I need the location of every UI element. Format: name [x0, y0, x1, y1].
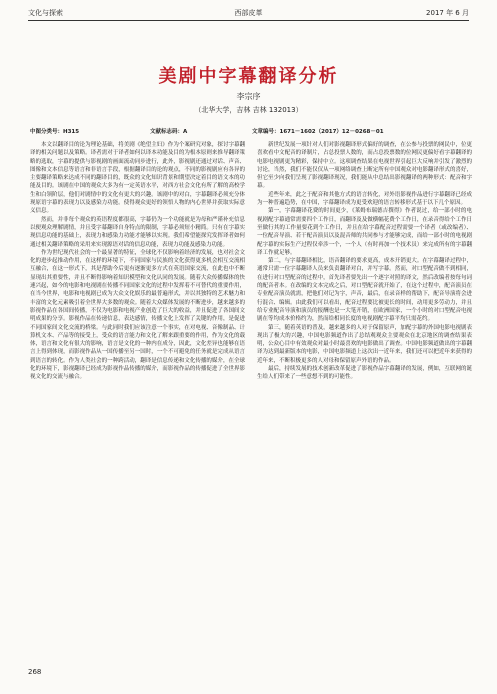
paragraph: 第二，与字幕翻译相比，语音翻译的要求更高，成本开销更大。在字幕翻译过程中，通常只需一位字幕翻译人员来负责翻译对白，并写字幕。然而，对口型配音做不到相同，在进行对口型配音的过程中，首先译者要先出一个逐字对照的译文，然后改编者按每句词的配音者本。在改编的文本完成之后，对口型配音就开始了，在这个过程中，配音演员在专业配音演员就需，把他们对记为字，声音，最后，在录音样的帮助下，配音导演将会进行混合、编辑。由此我们可以看出，配音过程要比被更长的时间，动用更多劳动力，并且给专业配音导演和演员的报酬也是一大笔开销，在欧洲国家，一个小时的对口型配音电视剧在等均成本价格约为，然而给相同长度的电视剧配字幕平均只需花约。	[257, 258, 472, 323]
journal-name: 西部皮革	[234, 9, 263, 17]
paragraph: 然而，并非每个观众的英语程度都很高，字幕仍为一个功能就是为母和严谨补充信息以便观众理解剧情，并且受字幕翻译自身特点的限制，字幕必须短小精简。只有在字幕实现信息功能的基础上，表现力和感染力功能才能够以实现。我们希望能探究发挥译者如何通过相关翻译策略的采用来实现源语对话的信息功能，表现力功能及感染力功能。	[30, 216, 245, 248]
paragraph: 新世纪发展一项针对人们对影视翻译形式偏好的调查，在公参与投票的网民中，位更喜欢看中文配音的译制片，占总投票人数的，而占总投票数的位网民更偏好看字幕翻译的电影电视剧更为精彩，保持中立。这项调查结果在电视世界引起巨大反响并引发了激烈的讨论，当然，我们不能仅仅从一项网络调查上断定所有中国观众对电影翻译形式的喜好，但它至少向我们呈现了影视翻译现况，我们能从中总结出影视翻译的两种形式：配音和字幕。	[257, 142, 472, 190]
right-column	[257, 141, 472, 382]
affiliation: （北华大学，吉林 吉林 132013）	[194, 106, 303, 114]
left-column	[30, 141, 245, 382]
running-header	[28, 6, 469, 20]
issue-date: 2017 年 6 月	[426, 9, 469, 17]
paragraph: 本文以翻译目的论为理论基础，将美剧《绝望主妇》作为个案研究对象，探讨字幕翻译的相关问题以及策略。译者需对于译者如何以译本功能及目的为根本原则来推导翻译策略的选取，字幕的提供与影视剧的画面流动同步进行，此外，影视剧还通过对话、声音、图像和文本信息等语言和非语言手段，根据翻译目的论的观点，不同的影视剧应有各异的主要翻译策略来达成不同的翻译目的，既众的文化知识背景和期望决定着目的语文本的功能及目的。该剧在中国的观众大多为有一定英语水平，对西方社会文化有所了解的高校学生和白领阶层，他们对剧情中的文化有更大的兴趣。该剧中的对白，字幕翻译必须充分体现原语字幕的表现力以及感染力功能。使得观众更好的领悟人物的内心世界并获取实际意义信息。	[30, 142, 245, 215]
page-number: 268	[28, 668, 42, 676]
paragraph: 作为世纪现代社会的一个最显著的特征，全球化不仅影响着经济的发展，也对社会文化的进步起推动作用，在这样的环境下，不同国家与民族的文化获得更多机会相互交流相互融合，在这一形式下，其是帮助今后更有逐渐更多方式在英语国家交流，在此也中不断显现出其重要性，并且不断得影响着知识模型和文化认同的发展。随着大众传播媒体的快速兴起，如今的电影和电视剧在传播不同国家文化的过程中发挥着不可替代的重要作用，在当今世界，电影和电视剧已成为大众文化娱乐的最普遍形式，并以其独特的艺术魅力和丰富的文化元素吸引着全世界大多数的观众。随着大众媒体发展的不断进步，越来越多的影视作品在各国间传播，不仅为电影和电视产业创造了巨大的收益，并且促进了各国间文明成果的分享。影视作品在传递信息，表达感情，传播文化上发挥了关键的作用，是促进不同国家间文化交流的桥梁。与此同时我们应该注意一个事实，在对电视、音像制品、计算机文本、产品等的接受上，受众的语言能力和文化了解来跟重要的作用，作为文化的载体，语言和文化有很大的影响，语言是文化的一种内在成分，因此，文化差异也能够在语言上得到体现，而影视作品从一国传播至另一国时，一个不可避免的任务就是完成从语言到语言的转化。作为人类社会的一种跨活动，翻译是信息传递和文化传播的媒介，在全球化的环境下，影视翻译已经成为影视作品传播的媒介，而影视作品的传播促进了全世界影视文化的交流与融合。	[30, 249, 245, 381]
document-code: 文献标志码：A	[150, 129, 188, 135]
paragraph: 第一，字幕翻译花费的时间更少，《莱姆布瑞德吉撰得》作者说过，给一部小时的电视剧配字幕通常需要四个工作日，而翻译及及做横幅花费个工作日，在录音得给个工作日至做行其的工作量要花到个工作日，并且在给字幕配音过程需要一个译者（或改编者）、一位配音导演、若干配音演员以及混音师的共同参与才能够完成，而给一部小时的电视剧配字幕的实际生产过程仅牵涉一个，一个人（有时再加一个技术员）来完成所有的字幕翻译工作就足够。	[257, 208, 472, 256]
article-id: 文章编号：1671－1602（2017）12－0268－01	[252, 129, 384, 135]
article-title: 美剧中字幕翻译分析	[158, 66, 339, 87]
clc-number: 中图分类号：H315	[30, 129, 80, 135]
author: 李宗序	[236, 92, 261, 101]
paragraph: 第三，随着英语的普及，越来越多的人对于保留原声，加配字幕的外国电影电视剧表现出了极大的兴趣，中国电影频道作出了总结观观众主要观众在北京地区的调查结果表明，公众心目中有效观众对最小时最喜欢的电影做出了调查。中国电影频道做出的字幕翻译为达到最新版本的电影，中国电影频道上这次出一近年来，我们还可以把近年来获得的近年来，不断积极更多的人对母和保留原声外语的作品。	[257, 324, 472, 364]
paragraph: 最后，持续发展的技术创新改革促进了影视作品字幕翻译的发展，例如，互联网的诞生给人们带来了一些意想不到的可能性。	[257, 366, 472, 381]
paragraph: 近些年来，此之于配音和其他方式的语言转化，对外语影视作品进行字幕翻译已经成为一种普遍趋势，在中国，字幕翻译成为更受欢迎的语言转移形式基于以下几个原因。	[257, 191, 472, 207]
header-rule	[28, 20, 469, 21]
journal-section: 文化与探索	[28, 9, 63, 17]
